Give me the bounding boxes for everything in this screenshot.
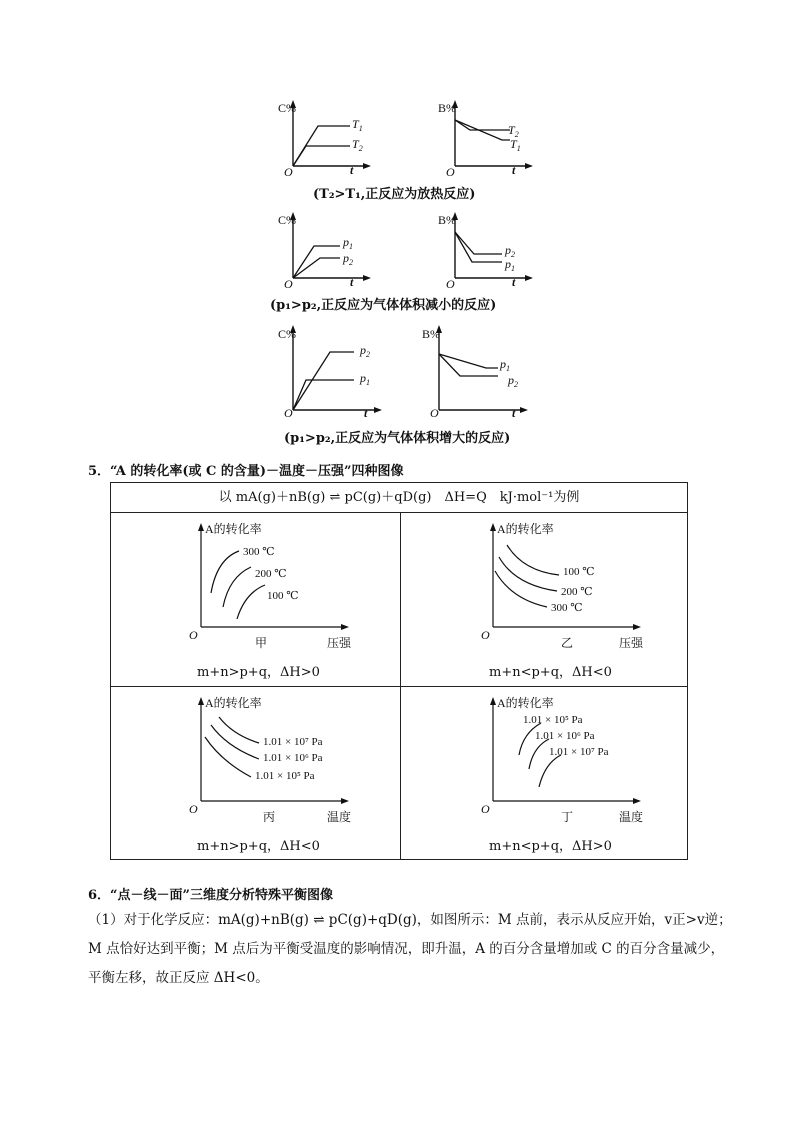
graph-b-temperature — [432, 96, 542, 178]
section5-heading: 5．“A 的转化率(或 C 的含量)－温度－压强”四种图像 — [88, 464, 404, 479]
svg-text:1.01 × 10⁷ Pa: 1.01 × 10⁷ Pa — [549, 746, 609, 758]
caption-temperature: (T₂>T₁,正反应为放热反应) — [313, 187, 476, 202]
curve-label-t2: $T_2$ — [508, 123, 519, 139]
svg-text:O: O — [446, 165, 455, 178]
curve-label-p2: $p_2$ — [360, 343, 370, 359]
table-header-equation: 以 mA(g)＋nB(g) ⇌ pC(g)＋qD(g) ΔH=Q kJ·mol⁻¹为例 — [111, 483, 687, 513]
svg-text:O: O — [284, 277, 293, 290]
svg-text:A的转化率: A的转化率 — [205, 696, 262, 710]
c-pct-label: C% — [278, 101, 296, 115]
svg-text:1.01 × 10⁷ Pa: 1.01 × 10⁷ Pa — [263, 736, 323, 748]
curve-label-t2: $T_2$ — [352, 137, 363, 153]
x-label: 压强 — [327, 636, 352, 650]
svg-text:300 ℃: 300 ℃ — [551, 602, 583, 614]
graph-b-pressure-small — [432, 208, 542, 290]
svg-text:200 ℃: 200 ℃ — [561, 586, 593, 598]
panel-name: 甲 — [255, 636, 268, 650]
svg-text:温度: 温度 — [619, 810, 644, 824]
svg-text:O: O — [481, 802, 490, 816]
svg-text:O: O — [481, 628, 490, 642]
graph-c-pressure-small — [270, 208, 380, 290]
panel-jia-condition: m+n>p+q，ΔH>0 — [197, 665, 320, 680]
svg-text:C%: C% — [278, 213, 296, 227]
curve-label-p2: $p_2$ — [508, 373, 518, 389]
section6-heading: 6．“点－线－面”三维度分析特殊平衡图像 — [88, 888, 334, 903]
svg-text:1.01 × 10⁶ Pa: 1.01 × 10⁶ Pa — [535, 730, 595, 742]
t-axis-label: t — [350, 163, 354, 177]
curve-label-p1: $p_1$ — [360, 371, 370, 387]
svg-text:压强: 压强 — [619, 636, 644, 650]
curve-label: 100 ℃ — [267, 590, 299, 602]
caption-pressure-large: (p₁>p₂,正反应为气体体积增大的反应) — [284, 431, 511, 446]
curve-label-t1: $T_1$ — [352, 117, 363, 133]
svg-text:100 ℃: 100 ℃ — [563, 566, 595, 578]
svg-text:A的转化率: A的转化率 — [497, 696, 554, 710]
svg-text:O: O — [189, 628, 198, 642]
svg-text:t: t — [512, 406, 516, 418]
svg-text:t: t — [350, 275, 354, 289]
svg-text:O: O — [284, 406, 293, 418]
graph-b-pressure-large — [416, 320, 536, 418]
b-pct-label: B% — [438, 101, 456, 115]
svg-text:t: t — [364, 406, 368, 418]
paragraph-line-3: 平衡左移，故正反应 ΔH<0。 — [88, 970, 269, 986]
panel-name: 乙 — [561, 636, 574, 650]
svg-text:B%: B% — [438, 213, 456, 227]
curve-label: 200 ℃ — [255, 568, 287, 580]
curve-label-p2: $p_2$ — [505, 243, 515, 259]
origin-label: O — [284, 165, 293, 178]
svg-text:1.01 × 10⁵ Pa: 1.01 × 10⁵ Pa — [255, 770, 315, 782]
svg-text:t: t — [512, 275, 516, 289]
svg-text:B%: B% — [422, 327, 440, 341]
x-label: 温度 — [327, 810, 352, 824]
panel-yi-condition: m+n<p+q，ΔH<0 — [489, 665, 612, 680]
panel-name: 丙 — [263, 810, 276, 824]
curve-label-t1: $T_1$ — [510, 137, 521, 153]
paragraph-line-1: （1）对于化学反应：mA(g)+nB(g) ⇌ pC(g)+qD(g)，如图所示：M 点前，表示从反应开始，v正>v逆； — [88, 912, 732, 928]
four-graphs-table — [110, 482, 688, 860]
svg-text:O: O — [189, 802, 198, 816]
panel-yi-graph — [463, 515, 673, 655]
svg-text:1.01 × 10⁶ Pa: 1.01 × 10⁶ Pa — [263, 752, 323, 764]
svg-text:1.01 × 10⁵ Pa: 1.01 × 10⁵ Pa — [523, 714, 583, 726]
panel-bing-graph — [171, 689, 391, 829]
panel-ding-condition: m+n<p+q，ΔH>0 — [489, 839, 612, 854]
curve-label-p2: $p_2$ — [343, 251, 353, 267]
graph-c-pressure-large — [270, 320, 390, 418]
panel-name: 丁 — [561, 810, 574, 824]
curve-label-p1: $p_1$ — [343, 235, 353, 251]
caption-pressure-small: (p₁>p₂,正反应为气体体积减小的反应) — [270, 298, 497, 313]
graph-c-temperature — [270, 96, 380, 178]
svg-text:t: t — [512, 163, 516, 177]
curve-label-p1: $p_1$ — [505, 257, 515, 273]
svg-text:C%: C% — [278, 327, 296, 341]
panel-ding-graph — [463, 689, 683, 829]
svg-text:O: O — [446, 277, 455, 290]
curve-label-p1: $p_1$ — [500, 357, 510, 373]
y-label: A的转化率 — [205, 522, 262, 536]
svg-text:A的转化率: A的转化率 — [497, 522, 554, 536]
paragraph-line-2: M 点恰好达到平衡；M 点后为平衡受温度的影响情况，即升温，A 的百分含量增加或 C 的百分含量减少， — [88, 941, 725, 957]
curve-label: 300 ℃ — [243, 546, 275, 558]
panel-jia-graph — [171, 515, 381, 655]
panel-bing-condition: m+n>p+q，ΔH<0 — [197, 839, 320, 854]
svg-text:O: O — [430, 406, 439, 418]
